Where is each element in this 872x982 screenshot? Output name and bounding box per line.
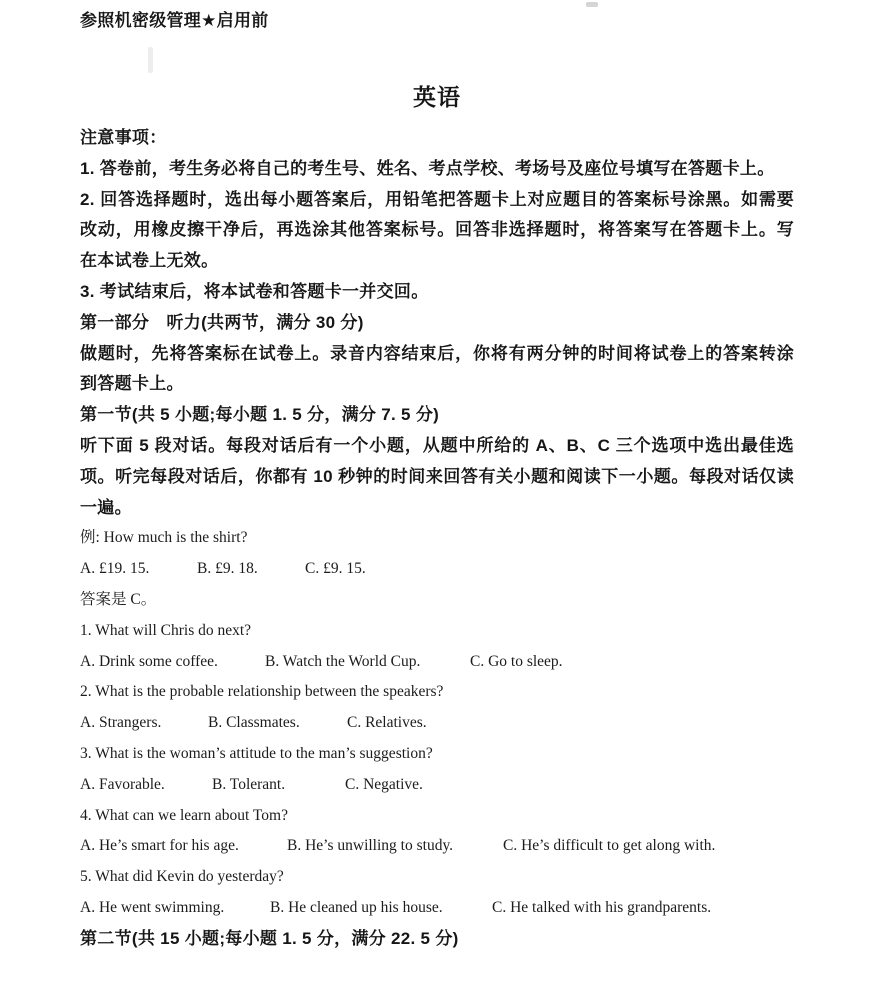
section2-heading: 第二节(共 15 小题;每小题 1. 5 分，满分 22. 5 分) — [80, 928, 459, 948]
example-option-b: B. £9. 18. — [197, 560, 258, 578]
page-title: 英语 — [413, 84, 461, 110]
question-5-option-b: B. He cleaned up his house. — [270, 898, 443, 916]
note-2-line-1: 2. 回答选择题时，选出每小题答案后，用铅笔把答题卡上对应题目的答案标号涂黑。如需要 — [80, 189, 794, 209]
question-4-options — [80, 831, 794, 862]
section1-intro-line-2: 项。听完每段对话后，你都有 10 秒钟的时间来回答有关小题和阅读下一小题。每段对话仅读 — [80, 466, 794, 486]
section1-intro-line-1: 听下面 5 段对话。每段对话后有一个小题，从题中所给的 A、B、C 三个选项中选出最佳选 — [80, 435, 794, 455]
question-3-option-c: C. Negative. — [345, 775, 423, 793]
question-1-option-a: A. Drink some coffee. — [80, 652, 218, 670]
note-1: 1. 答卷前，考生务必将自己的考生号、姓名、考点学校、考场号及座位号填写在答题卡上。 — [80, 158, 775, 178]
scan-streak-artifact — [148, 47, 153, 73]
question-2-option-b: B. Classmates. — [208, 714, 300, 732]
example-option-a: A. £19. 15. — [80, 560, 150, 578]
note-3: 3. 考试结束后，将本试卷和答题卡一并交回。 — [80, 281, 429, 301]
question-4-option-b: B. He’s unwilling to study. — [287, 837, 454, 855]
question-3-option-b: B. Tolerant. — [212, 775, 286, 793]
classification-banner: 参照机密级管理★启用前 — [80, 11, 269, 30]
example-question: 例: How much is the shirt? — [80, 529, 248, 547]
scan-smudge-mark — [586, 2, 598, 7]
question-2-text: 2. What is the probable relationship between the speakers? — [80, 683, 444, 701]
question-3-text: 3. What is the woman’s attitude to the man’s suggestion? — [80, 744, 433, 762]
example-option-c: C. £9. 15. — [305, 560, 366, 578]
notes-heading: 注意事项： — [80, 128, 167, 147]
question-2-option-a: A. Strangers. — [80, 714, 162, 732]
note-2-line-2: 改动，用橡皮擦干净后，再选涂其他答案标号。回答非选择题时，将答案写在答题卡上。写 — [80, 220, 794, 240]
note-2-line-3: 在本试卷上无效。 — [80, 251, 219, 271]
question-3-options — [80, 770, 794, 801]
part1-intro-line-1: 做题时，先将答案标在试卷上。录音内容结束后，你将有两分钟的时间将试卷上的答案转涂 — [80, 343, 794, 363]
question-2-option-c: C. Relatives. — [347, 714, 427, 732]
question-4-option-a: A. He’s smart for his age. — [80, 837, 239, 855]
question-1-option-c: C. Go to sleep. — [470, 652, 563, 670]
question-3-option-a: A. Favorable. — [80, 775, 165, 793]
question-5-text: 5. What did Kevin do yesterday? — [80, 868, 284, 886]
section1-intro-line-3: 一遍。 — [80, 497, 132, 517]
question-1-options — [80, 647, 794, 678]
question-2-options — [80, 708, 794, 739]
section1-heading: 第一节(共 5 小题;每小题 1. 5 分，满分 7. 5 分) — [80, 405, 440, 425]
part1-intro-line-2: 到答题卡上。 — [80, 374, 184, 394]
part1-heading: 第一部分 听力(共两节，满分 30 分) — [80, 312, 364, 332]
example-answer: 答案是 C。 — [80, 590, 157, 608]
question-1-text: 1. What will Chris do next? — [80, 621, 252, 639]
question-1-option-b: B. Watch the World Cup. — [265, 652, 421, 670]
question-5-option-c: C. He talked with his grandparents. — [492, 898, 712, 916]
question-4-text: 4. What can we learn about Tom? — [80, 806, 288, 824]
question-5-option-a: A. He went swimming. — [80, 898, 225, 916]
question-4-option-c: C. He’s difficult to get along with. — [503, 837, 716, 855]
question-5-options — [80, 893, 794, 924]
example-options — [80, 554, 794, 585]
